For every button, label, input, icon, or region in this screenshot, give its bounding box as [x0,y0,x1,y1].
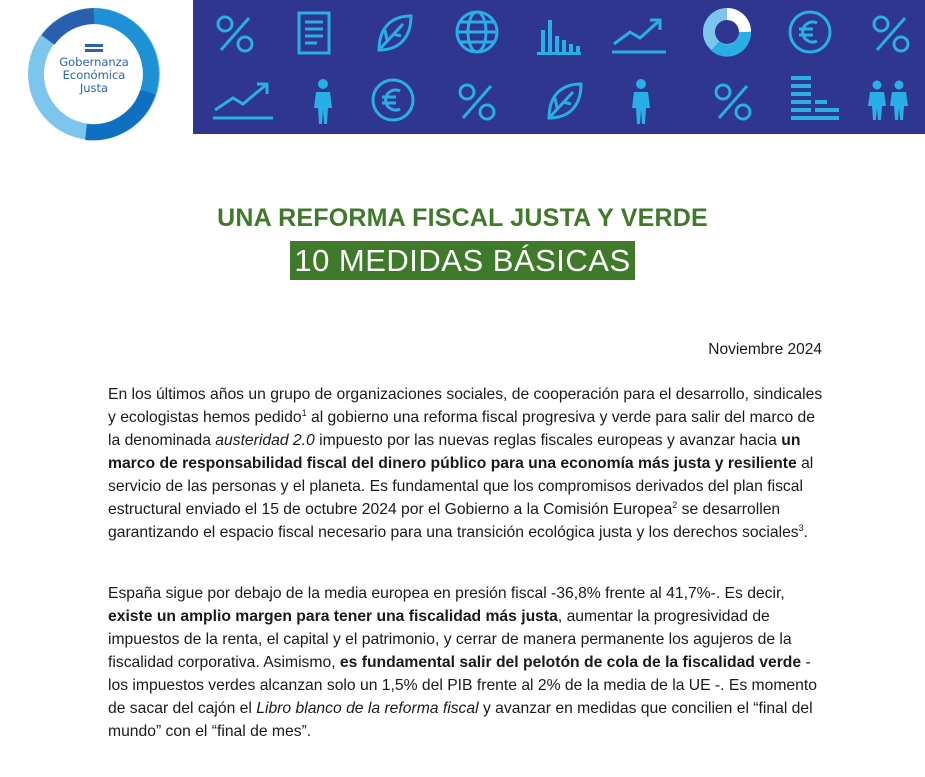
globe-icon [453,8,501,56]
stacked-bars-icon [789,74,841,126]
paragraph-2 [108,582,828,743]
donut-icon [701,6,753,58]
page-title: UNA REFORMA FISCAL JUSTA Y VERDE [217,204,708,232]
leaf-icon [541,78,587,124]
logo-line-1: Gobernanza [59,55,129,69]
percent-icon [213,12,257,56]
document-date: Noviembre 2024 [708,341,822,358]
people-icon [865,80,911,122]
text-run: se desarrollen garantizando el espacio fiscal necesario para una transición ecológica justa y los derechos sociales [108,501,799,541]
euro-icon [786,8,834,56]
logo-mark [85,44,103,47]
percent-icon [869,12,913,56]
text-run: al gobierno una reforma fiscal progresiva y verde para salir del marco de la denominada [108,409,815,449]
trend-up-icon [211,78,275,122]
logo-text [26,56,162,95]
italic-text: austeridad 2.0 [215,432,315,449]
bold-text: un marco de responsabilidad fiscal del dinero público para una economía más justa y resiliente [108,432,801,472]
italic-text: Libro blanco de la reforma fiscal [256,700,479,717]
text-run: España sigue por debajo de la media europea en presión fiscal -36,8% frente al 41,7%-. Es decir, [108,585,785,602]
footnote-ref-2[interactable]: 2 [672,499,678,510]
footnote-ref-1[interactable]: 1 [301,407,307,418]
logo-mark-2 [85,49,103,52]
bar-chart-icon [535,12,583,56]
bold-text: existe un amplio margen para tener una fiscalidad más justa [108,608,558,625]
text-run: En los últimos años un grupo de organizaciones sociales, de cooperación para el desarrollo, sindicales y ecologistas hemos pedido [108,386,823,426]
header-banner [193,0,925,134]
text-run: impuesto por las nuevas reglas fiscales europeas y avanzar hacia [314,432,782,449]
trend-up-icon [610,12,668,56]
logo [26,6,162,142]
percent-icon [455,80,499,124]
text-run: al servicio de las personas y el planeta. Es fundamental que los compromisos derivados del plan fiscal estructural enviado el 15 de octubre 2024 por el Gobierno a la Comisión Europea [108,455,814,518]
text-run: - los impuestos verdes alcanzan solo un 1,5% del PIB frente al 2% de la media de la UE -. Es momento de sacar del cajón el [108,654,817,717]
percent-icon [711,80,755,124]
euro-icon [369,76,417,124]
bold-text: es fundamental salir del pelotón de cola de la fiscalidad verde [339,654,802,671]
text-run: , aumentar la progresividad de impuestos de la renta, el capital y el patrimonio, y cerrar de manera permanente los agujeros de la fiscalidad corporativa. Asimismo, [108,608,792,671]
person-icon [629,78,653,126]
logo-line-2: Económica [62,68,126,82]
document-icon [296,10,332,56]
person-icon [311,78,335,126]
leaf-icon [371,10,417,56]
text-run: y avanzar en medidas que concilien el “final del mundo” con el “final de mes”. [108,700,813,740]
subtitle-wrap [0,241,925,280]
footnote-ref-3[interactable]: 3 [798,522,804,533]
page-subtitle: 10 MEDIDAS BÁSICAS [290,241,634,280]
paragraph-1 [108,383,828,544]
text-run: . [803,524,809,541]
logo-line-3: Justa [79,81,109,95]
